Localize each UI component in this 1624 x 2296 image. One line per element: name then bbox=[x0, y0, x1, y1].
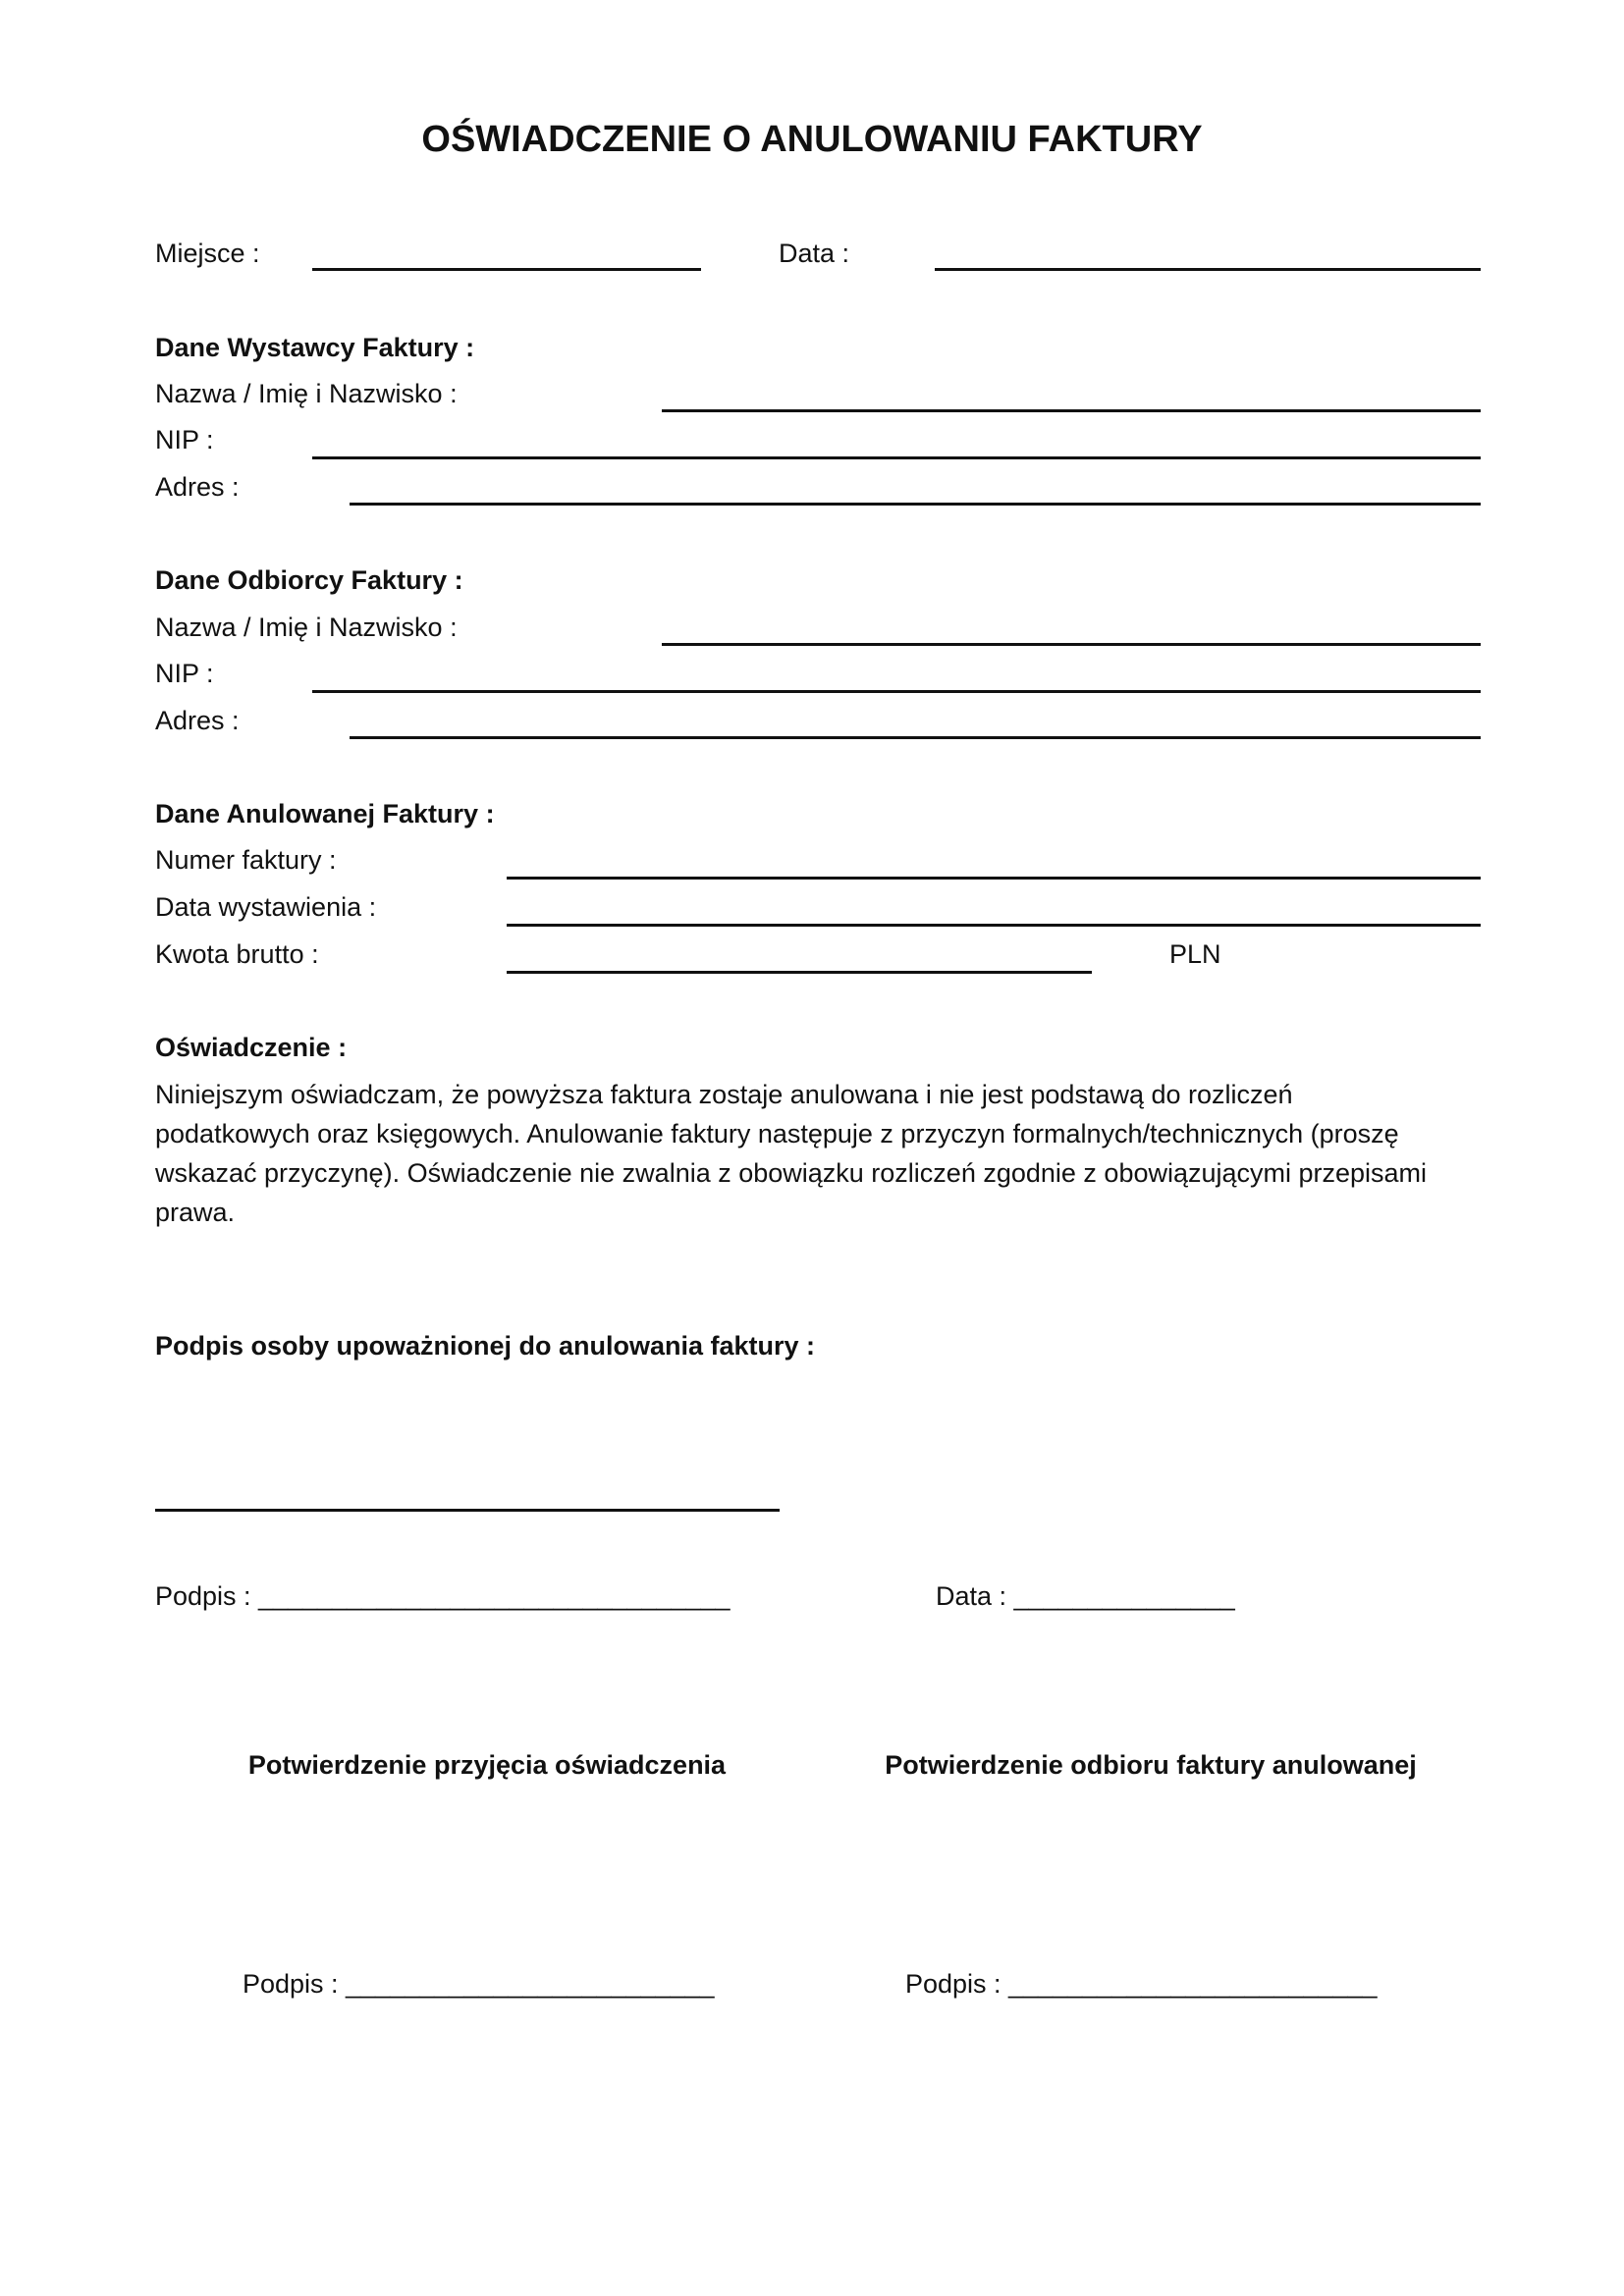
authorized-signature-field: Podpis : ________________________________ bbox=[155, 1581, 731, 1611]
acceptance-confirmation-heading: Potwierdzenie przyjęcia oświadczenia bbox=[247, 1750, 727, 1780]
statement-line: podatkowych oraz księgowych. Anulowanie faktury następuje z przyczyn formalnych/technicznych (proszę bbox=[155, 1119, 1399, 1148]
invoice-number-line bbox=[507, 877, 1481, 880]
statement-line: Niniejszym oświadczam, że powyższa faktura zostaje anulowana i nie jest podstawą do rozliczeń bbox=[155, 1080, 1293, 1109]
invoice-issue-date-line bbox=[507, 924, 1481, 927]
receipt-signature-field: Podpis : _________________________ bbox=[905, 1969, 1378, 1999]
recipient-nip-label: NIP : bbox=[155, 659, 214, 688]
acceptance-signature-field: Podpis : _________________________ bbox=[243, 1969, 715, 1999]
recipient-nip-line bbox=[312, 690, 1481, 693]
date-label: Data : bbox=[779, 239, 850, 268]
document-title: OŚWIADCZENIE O ANULOWANIU FAKTURY bbox=[421, 119, 1203, 160]
issuer-address-line bbox=[350, 503, 1481, 506]
invoice-gross-line bbox=[507, 971, 1092, 974]
recipient-heading: Dane Odbiorcy Faktury : bbox=[155, 565, 463, 595]
invoice-gross-label: Kwota brutto : bbox=[155, 939, 319, 969]
issuer-nip-label: NIP : bbox=[155, 425, 214, 454]
statement-paragraph bbox=[155, 1075, 1490, 1232]
statement-heading: Oświadczenie : bbox=[155, 1033, 348, 1062]
issuer-address-label: Adres : bbox=[155, 472, 240, 502]
recipient-name-line bbox=[662, 643, 1481, 646]
issuer-heading: Dane Wystawcy Faktury : bbox=[155, 333, 475, 362]
recipient-address-line bbox=[350, 736, 1481, 739]
statement-line: prawa. bbox=[155, 1198, 236, 1227]
issuer-nip-line bbox=[312, 456, 1481, 459]
invoice-heading: Dane Anulowanej Faktury : bbox=[155, 799, 495, 828]
place-label: Miejsce : bbox=[155, 239, 260, 268]
invoice-issue-date-label: Data wystawienia : bbox=[155, 892, 377, 922]
place-line bbox=[312, 268, 701, 271]
issuer-name-label: Nazwa / Imię i Nazwisko : bbox=[155, 379, 458, 408]
issuer-name-line bbox=[662, 409, 1481, 412]
invoice-number-label: Numer faktury : bbox=[155, 845, 337, 875]
statement-line: wskazać przyczynę). Oświadczenie nie zwalnia z obowiązku rozliczeń zgodnie z obowiązującymi przepisami bbox=[155, 1158, 1428, 1188]
recipient-address-label: Adres : bbox=[155, 706, 240, 735]
receipt-confirmation-heading: Potwierdzenie odbioru faktury anulowanej bbox=[885, 1750, 1417, 1780]
authorized-date-field: Data : _______________ bbox=[936, 1581, 1235, 1611]
authorized-signature-line bbox=[155, 1509, 780, 1512]
currency-label: PLN bbox=[1169, 939, 1221, 969]
authorized-heading: Podpis osoby upoważnionej do anulowania faktury : bbox=[155, 1331, 816, 1361]
date-line bbox=[935, 268, 1481, 271]
recipient-name-label: Nazwa / Imię i Nazwisko : bbox=[155, 613, 458, 642]
